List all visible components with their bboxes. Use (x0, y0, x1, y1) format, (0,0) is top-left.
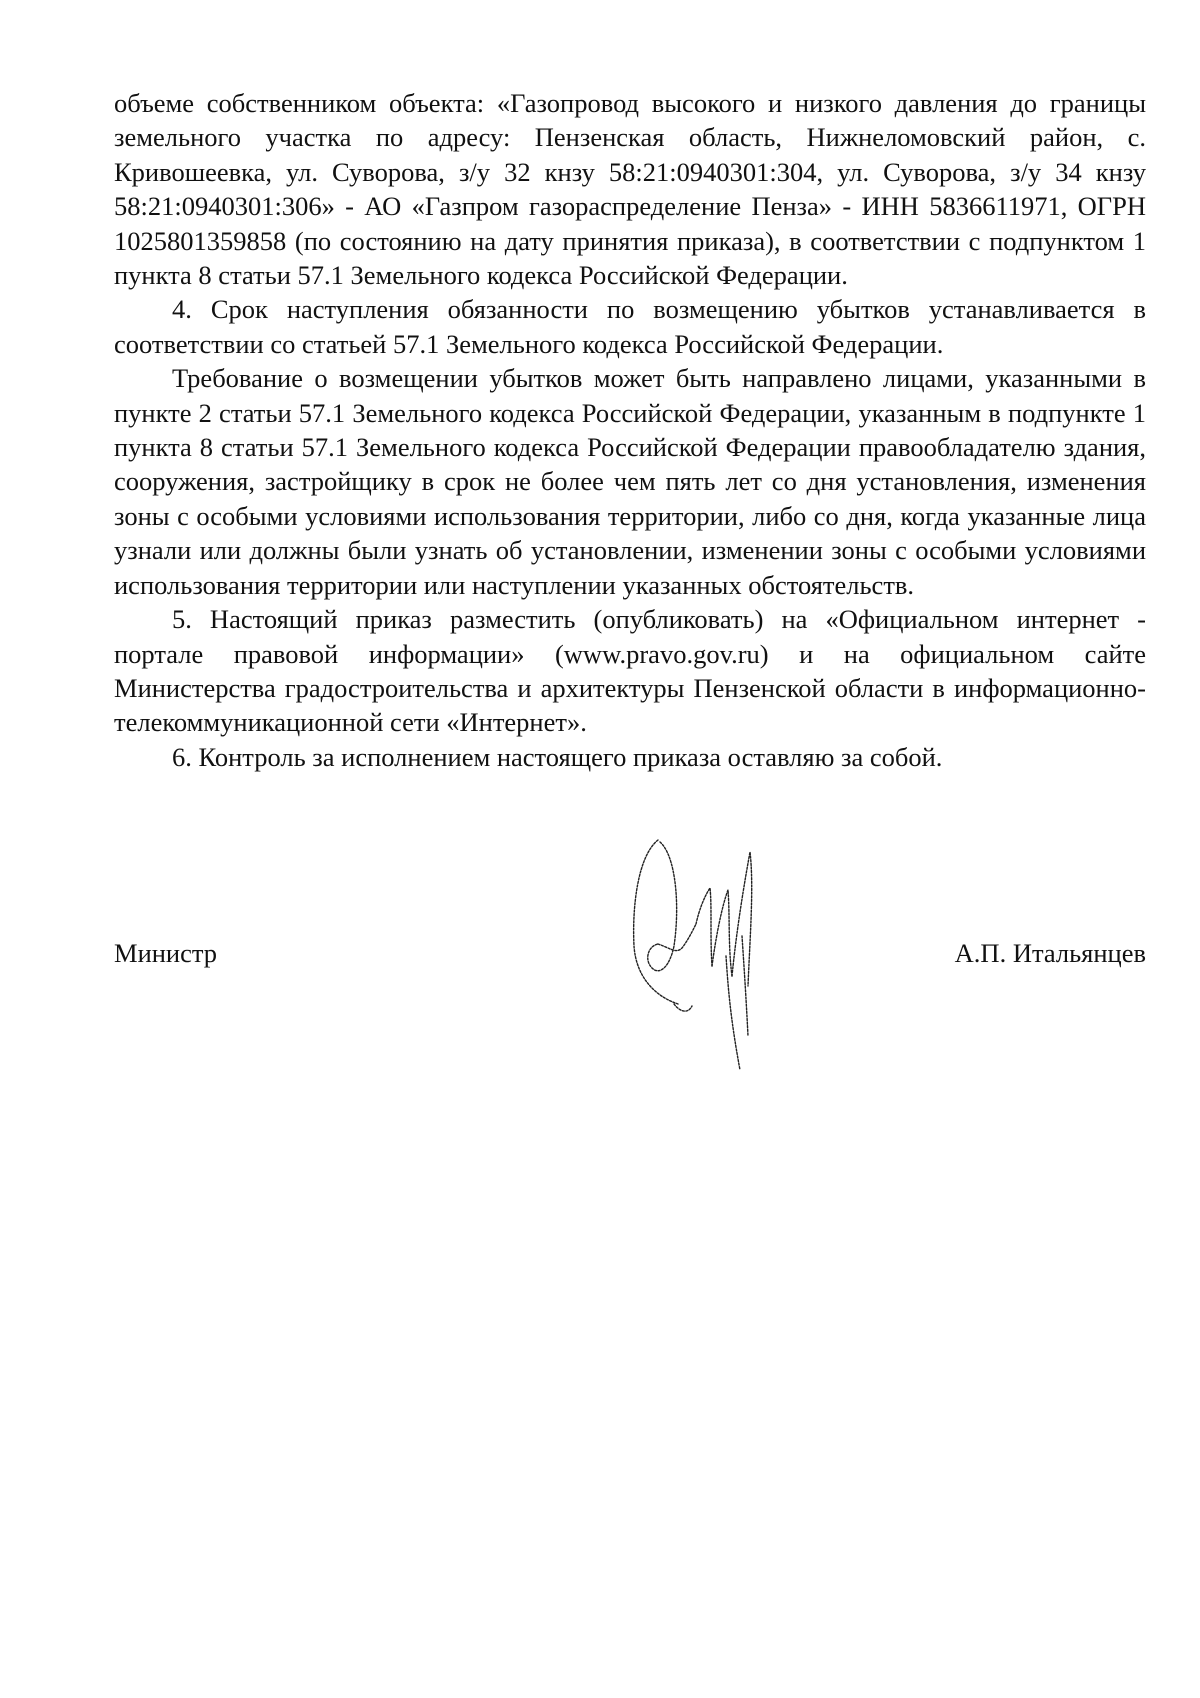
handwritten-signature (630, 836, 790, 1072)
signatory-title: Министр (114, 938, 218, 968)
signatory-name: А.П. Итальянцев (954, 938, 1146, 968)
paragraph-gas-pipeline-owner: объеме собственником объекта: «Газопровод высокого и низкого давления до границы земельного участка по адресу: Пензенская область, Нижнеломовский район, с. Кривошеевка, ул. Суворова, з/у 32 кнзу 58:21:0940301:304, ул. Суворова, з/у 34 кнзу 58:21:0940301:306» - АО «Газпром газораспределение Пенза» - ИНН 5836611971, ОГРН 1025801359858 (по состоянию на дату принятия приказа), в соответствии с подпунктом 1 пункта 8 статьи 57.1 Земельного кодекса Российской Федерации. (114, 88, 1146, 291)
document-body (114, 86, 1146, 774)
paragraph-item-4: 4. Срок наступления обязанности по возмещению убытков устанавливается в соответствии со статьей 57.1 Земельного кодекса Российской Федерации. (114, 294, 1146, 359)
paragraph-item-5: 5. Настоящий приказ разместить (опубликовать) на «Официальном интернет - портале правовой информации» (www.pravo.gov.ru) и на официальном сайте Министерства градостроительства и архитектуры Пензенской области в информационно-телекоммуникационной сети «Интернет». (114, 604, 1146, 738)
paragraph-compensation-claim: Требование о возмещении убытков может быть направлено лицами, указанными в пункте 2 статьи 57.1 Земельного кодекса Российской Федерации, указанным в подпункте 1 пункта 8 статьи 57.1 Земельного кодекса Российской Федерации правообладателю здания, сооружения, застройщику в срок не более чем пять лет со дня установления, изменения зоны с особыми условиями использования территории, либо со дня, когда указанные лица узнали или должны были узнать об установлении, изменении зоны с особыми условиями использования территории или наступлении указанных обстоятельств. (114, 363, 1146, 600)
paragraph-item-6: 6. Контроль за исполнением настоящего приказа оставляю за собой. (172, 741, 943, 772)
